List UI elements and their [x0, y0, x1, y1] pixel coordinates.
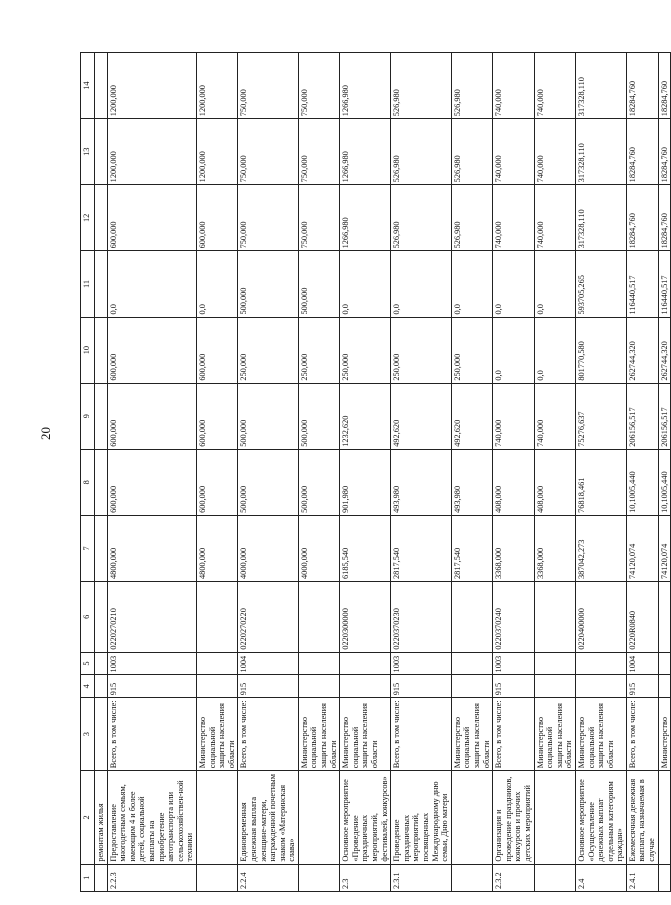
table-cell	[298, 581, 339, 652]
table-cell: 18284,760	[658, 53, 671, 119]
table-cell: 1004	[238, 652, 299, 675]
table-cell: 2.3	[340, 864, 391, 891]
table-cell: Проведение праздничных мероприятий, посвященных Международному дню семьи, Дню матери	[391, 771, 452, 864]
table-cell: 206156,517	[626, 383, 658, 449]
budget-table	[80, 52, 671, 892]
table-cell: 600,000	[107, 317, 196, 383]
table-cell	[95, 698, 108, 771]
table-cell	[451, 581, 492, 652]
table-cell: Единовременная денежная выплата женщине-матери, награжденной почетным знаком «Материнская слава»	[238, 771, 299, 864]
table-cell	[451, 771, 492, 864]
table-cell: 750,000	[298, 185, 339, 251]
table-cell	[95, 515, 108, 581]
rotated-table-container	[80, 52, 669, 892]
table-cell: 262744,320	[658, 317, 671, 383]
table-cell: Ежемесячная денежная выплата, назначаемая в случае	[626, 771, 658, 864]
table-cell: 2.2.4	[238, 864, 299, 891]
table-cell: 76818,461	[575, 449, 626, 515]
table-cell: 18284,760	[658, 119, 671, 185]
table-cell: 0220270220	[238, 581, 299, 652]
table-cell: 0,0	[107, 251, 196, 317]
table-cell: 740,000	[493, 119, 534, 185]
table-cell: 740,000	[493, 185, 534, 251]
table-cell	[95, 864, 108, 891]
table-cell: Министерство	[658, 698, 671, 771]
table-cell: Министерство социальной защиты населения области	[575, 698, 626, 771]
table-cell	[196, 675, 237, 698]
table-cell: 1003	[493, 652, 534, 675]
table-cell: 1266,980	[340, 185, 391, 251]
table-cell: 740,000	[493, 383, 534, 449]
table-cell	[298, 771, 339, 864]
table-cell: 2.4	[575, 864, 626, 891]
table-cell: 500,000	[238, 383, 299, 449]
table-cell	[575, 675, 626, 698]
table-cell: 18284,760	[658, 185, 671, 251]
table-cell	[451, 675, 492, 698]
table-cell	[534, 864, 575, 891]
header-cell: 11	[81, 251, 95, 317]
table-cell: 493,980	[451, 449, 492, 515]
table-cell: Основное мероприятие «Проведение праздничных мероприятий, фестивалей, конкурсов»	[340, 771, 391, 864]
table-cell: 317328,110	[575, 119, 626, 185]
header-cell: 5	[81, 652, 95, 675]
table-row	[575, 53, 626, 892]
table-cell: 74120,074	[658, 515, 671, 581]
table-cell	[95, 652, 108, 675]
table-cell	[298, 864, 339, 891]
header-cell: 8	[81, 449, 95, 515]
header-cell: 10	[81, 317, 95, 383]
table-cell	[298, 675, 339, 698]
table-cell	[658, 652, 671, 675]
header-cell: 12	[81, 185, 95, 251]
table-cell: 1200,000	[107, 119, 196, 185]
table-cell: Всего, в том числе:	[626, 698, 658, 771]
table-cell: 0,0	[534, 317, 575, 383]
table-cell: 75276,637	[575, 383, 626, 449]
table-cell: 526,980	[391, 185, 452, 251]
table-row	[451, 53, 492, 892]
table-cell	[95, 185, 108, 251]
table-cell: 4000,000	[238, 515, 299, 581]
table-cell: 116440,517	[658, 251, 671, 317]
table-cell: 317328,110	[575, 53, 626, 119]
table-cell: Всего, в том числе:	[107, 698, 196, 771]
table-cell: 18284,760	[626, 119, 658, 185]
table-cell	[534, 581, 575, 652]
table-cell	[534, 771, 575, 864]
table-cell	[196, 652, 237, 675]
table-cell: 492,620	[451, 383, 492, 449]
header-cell: 13	[81, 119, 95, 185]
table-cell: 6185,540	[340, 515, 391, 581]
table-cell: 801770,580	[575, 317, 626, 383]
table-cell: 915	[391, 675, 452, 698]
table-cell	[340, 652, 391, 675]
table-cell: 18284,760	[626, 185, 658, 251]
table-cell: 408,000	[534, 449, 575, 515]
table-cell	[95, 383, 108, 449]
table-cell: 1232,620	[340, 383, 391, 449]
page-number: 20	[38, 427, 53, 440]
header-row	[81, 53, 95, 892]
table-cell: 250,000	[238, 317, 299, 383]
table-cell: 0,0	[493, 317, 534, 383]
table-cell: 915	[238, 675, 299, 698]
table-cell: 492,620	[391, 383, 452, 449]
table-cell	[451, 652, 492, 675]
table-cell: 526,980	[451, 119, 492, 185]
table-cell: 0,0	[196, 251, 237, 317]
table-cell	[196, 771, 237, 864]
table-cell: 740,000	[534, 185, 575, 251]
table-cell: 250,000	[298, 317, 339, 383]
table-cell: 526,980	[391, 119, 452, 185]
table-cell: 0,0	[340, 251, 391, 317]
table-cell: 526,980	[451, 53, 492, 119]
header-cell: 6	[81, 581, 95, 652]
table-cell: 1200,000	[107, 53, 196, 119]
header-cell: 9	[81, 383, 95, 449]
table-row	[238, 53, 299, 892]
table-cell: 740,000	[534, 53, 575, 119]
table-cell: 2.4.1	[626, 864, 658, 891]
header-cell: 2	[81, 771, 95, 864]
table-cell: 750,000	[298, 119, 339, 185]
table-cell: 0,0	[451, 251, 492, 317]
table-row	[493, 53, 534, 892]
table-cell: 500,000	[298, 383, 339, 449]
table-cell: Министерство социальной защиты населения области	[196, 698, 237, 771]
table-cell: 0,0	[534, 251, 575, 317]
table-cell: 500,000	[238, 449, 299, 515]
table-cell: Всего, в том числе:	[493, 698, 534, 771]
table-cell	[575, 652, 626, 675]
table-cell: 526,980	[391, 53, 452, 119]
table-cell	[534, 652, 575, 675]
table-cell: 4800,000	[107, 515, 196, 581]
table-cell	[95, 581, 108, 652]
table-cell	[658, 581, 671, 652]
header-cell: 14	[81, 53, 95, 119]
table-cell: 915	[493, 675, 534, 698]
table-cell	[298, 652, 339, 675]
table-cell: 1266,980	[340, 53, 391, 119]
table-cell: 1003	[391, 652, 452, 675]
table-cell: 500,000	[238, 251, 299, 317]
table-cell: 2.3.1	[391, 864, 452, 891]
header-cell: 4	[81, 675, 95, 698]
table-row	[298, 53, 339, 892]
table-cell: 600,000	[196, 317, 237, 383]
table-cell: 0220270210	[107, 581, 196, 652]
table-cell	[451, 864, 492, 891]
table-cell: 750,000	[238, 53, 299, 119]
table-cell: 317328,110	[575, 185, 626, 251]
table-cell: 740,000	[534, 119, 575, 185]
table-cell: 0220300000	[340, 581, 391, 652]
header-cell: 1	[81, 864, 95, 891]
table-cell	[95, 449, 108, 515]
table-cell: ремонтам жилья	[95, 771, 108, 864]
table-cell	[658, 771, 671, 864]
table-cell: 0220370240	[493, 581, 534, 652]
table-cell	[95, 53, 108, 119]
table-cell: 10,1005,440	[626, 449, 658, 515]
table-cell: 74120,074	[626, 515, 658, 581]
table-cell: Организация и проведение праздников, конкурсов и прочих детских мероприятий	[493, 771, 534, 864]
table-cell: 1004	[626, 652, 658, 675]
table-cell: 740,000	[534, 383, 575, 449]
table-cell: 740,000	[493, 53, 534, 119]
table-cell: 750,000	[298, 53, 339, 119]
table-cell: Основное мероприятие «Осуществление денежных выплат отдельным категориям граждан»	[575, 771, 626, 864]
table-cell: 750,000	[238, 185, 299, 251]
table-cell: 1266,980	[340, 119, 391, 185]
table-cell: 3368,000	[493, 515, 534, 581]
table-cell: 2.2.3	[107, 864, 196, 891]
table-row	[534, 53, 575, 892]
table-cell: Министерство социальной защиты населения области	[534, 698, 575, 771]
table-row	[658, 53, 671, 892]
table-cell: 600,000	[107, 185, 196, 251]
table-row	[391, 53, 452, 892]
table-cell: 262744,320	[626, 317, 658, 383]
table-cell: 4800,000	[196, 515, 237, 581]
table-cell: 206156,517	[658, 383, 671, 449]
table-cell: 250,000	[391, 317, 452, 383]
table-row	[340, 53, 391, 892]
table-cell: 500,000	[298, 449, 339, 515]
table-cell: 1200,000	[196, 119, 237, 185]
table-cell	[95, 675, 108, 698]
table-cell: 0220370230	[391, 581, 452, 652]
table-cell: 4000,000	[298, 515, 339, 581]
table-cell: 0220R0840	[626, 581, 658, 652]
table-cell: 600,000	[196, 185, 237, 251]
table-cell: 500,000	[298, 251, 339, 317]
table-cell: Предоставление многодетным семьям, имеющим 4 и более детей, социальной выплаты на приобретение автотранспорта или сельскохозяйствен-ной техники	[107, 771, 196, 864]
table-cell: 600,000	[196, 449, 237, 515]
table-row	[95, 53, 108, 892]
table-cell	[658, 675, 671, 698]
table-cell: 901,980	[340, 449, 391, 515]
table-cell: 0220400000	[575, 581, 626, 652]
table-cell	[196, 864, 237, 891]
table-cell: 116440,517	[626, 251, 658, 317]
table-cell: 387042,273	[575, 515, 626, 581]
table-row	[196, 53, 237, 892]
table-cell: 600,000	[196, 383, 237, 449]
table-cell: 750,000	[238, 119, 299, 185]
table-row	[626, 53, 658, 892]
table-cell	[340, 675, 391, 698]
table-cell: Министерство социальной защиты населения области	[451, 698, 492, 771]
table-cell: 493,980	[391, 449, 452, 515]
table-cell: 600,000	[107, 383, 196, 449]
table-cell	[95, 317, 108, 383]
table-cell: 1003	[107, 652, 196, 675]
header-cell: 7	[81, 515, 95, 581]
table-cell: 600,000	[107, 449, 196, 515]
table-cell: 10,1005,440	[658, 449, 671, 515]
table-cell: 3368,000	[534, 515, 575, 581]
table-cell	[196, 581, 237, 652]
table-cell: 250,000	[340, 317, 391, 383]
table-cell: Министерство социальной защиты населения области	[340, 698, 391, 771]
table-cell	[658, 864, 671, 891]
table-cell: 915	[626, 675, 658, 698]
table-cell: 2.3.2	[493, 864, 534, 891]
table-cell: 593705,265	[575, 251, 626, 317]
table-cell: 2817,540	[391, 515, 452, 581]
table-cell: Министерство социальной защиты населения области	[298, 698, 339, 771]
table-cell: 408,000	[493, 449, 534, 515]
table-cell: 0,0	[493, 251, 534, 317]
table-cell	[95, 251, 108, 317]
table-cell	[95, 119, 108, 185]
table-row	[107, 53, 196, 892]
table-cell: Всего, в том числе:	[391, 698, 452, 771]
table-cell: 250,000	[451, 317, 492, 383]
table-cell: Всего, в том числе:	[238, 698, 299, 771]
table-cell: 1200,000	[196, 53, 237, 119]
table-cell: 526,980	[451, 185, 492, 251]
table-cell: 2817,540	[451, 515, 492, 581]
table-cell: 915	[107, 675, 196, 698]
table-cell	[534, 675, 575, 698]
table-cell: 0,0	[391, 251, 452, 317]
table-cell: 18284,760	[626, 53, 658, 119]
header-cell: 3	[81, 698, 95, 771]
